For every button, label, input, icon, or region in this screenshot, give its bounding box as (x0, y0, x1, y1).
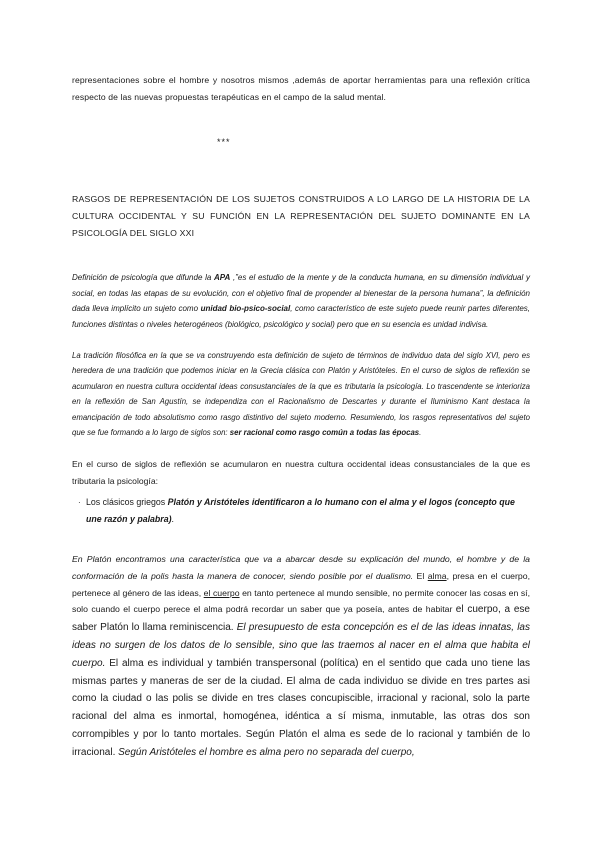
platon-cuerpo: el cuerpo (203, 587, 240, 598)
section-heading: RASGOS DE REPRESENTACIÓN DE LOS SUJETOS CONSTRUIDOS A LO LARGO DE LA HISTORIA DE LA CULTURA OCCIDENTAL Y SU FUNCIÓN EN LA REPRESENTACIÓN DEL SUJETO DOMINANTE EN LA PSICOLOGÍA DEL SIGLO XXI (72, 194, 530, 238)
platon-text-2: , presa en el cuerpo, pertenece al género de las ideas, (72, 570, 530, 598)
platon-text-4: el cuerpo, a ese saber Platón lo llama reminiscencia. (72, 604, 530, 634)
definition-apa: APA (214, 273, 231, 282)
section-separator: *** (217, 137, 231, 147)
platon-italic-2: El presupuesto de esta concepción es el de las ideas innatas, las ideas no surgen de los datos de lo sensible, sino que las traemos al nacer en el alma que habita el cuerpo. (72, 622, 530, 669)
bullet-bold-italic: Platón y Aristóteles identificaron a lo humano con el alma y el logos (concepto que une razón y palabra) (86, 497, 515, 524)
tradition-bold: ser racional como rasgo común a todas las épocas (229, 428, 420, 438)
platon-paragraph (72, 551, 530, 762)
platon-italic-3: Según Aristóteles el hombre es alma pero no separada del cuerpo, (115, 746, 415, 758)
intro-paragraph (72, 72, 530, 106)
platon-text-1: El (413, 570, 428, 581)
definition-text-3: , como característico de este sujeto puede reunir partes diferentes, funciones distintas o niveles heterogéneos (biológico, psicológico y social) pero que en su esencia es unidad indivisa. (72, 304, 531, 329)
curso-text: En el curso de siglos de reflexión se acumularon en nuestra cultura occidental ideas consustanciales de la que es tributaria la psicología: (72, 459, 530, 486)
tradition-text-1: La tradición filosófica en la que se va construyendo esta definición de sujeto de términos de individuo data del siglo XVI, pero es heredera de una tradición que podemos iniciar en la Grecia clásica con Platón y Aristóteles. En el curso de siglos de reflexión se acumularon en nuestra cultura occidental ideas consustanciales de la que es tributaria la psicología. Lo trascendente se interioriza en la reflexión de San Agustín, se independiza con el Racionalismo de Descartes y durante el Iluminismo Kant destaca la emancipación de todo absolutismo como rasgo distintivo del sujeto moderno. Resumiendo, los rasgos representativos del sujeto que se fue formando a lo largo de siglos son: (72, 351, 530, 438)
bullet-list (78, 494, 528, 528)
definition-paragraph (72, 270, 530, 332)
bullet-icon: · (78, 498, 81, 507)
tradition-paragraph (72, 348, 530, 440)
definition-text-1: Definición de psicología que difunde la (72, 273, 215, 282)
intro-text: representaciones sobre el hombre y nosotros mismos ,además de aportar herramientas para una reflexión crítica respecto de las nuevas propuestas terapéuticas en el campo de la salud mental. (72, 75, 530, 102)
bullet-text-1: Los clásicos griegos (86, 497, 168, 507)
curso-paragraph (72, 456, 530, 489)
platon-text-3: en tanto pertenece al mundo sensible, no permite conocer las cosas en sí, solo cuando el cuerpo perece el alma podrá recordar un saber que ya poseía, antes de habitar (72, 587, 530, 615)
list-item (78, 494, 528, 528)
platon-text-5: El alma es individual y también transpersonal (política) en el sentido que cada uno tiene las mismas partes y maneras de ser de la ciudad. El alma de cada individuo se divide en tres partes asi como la ciudad o las polis se divide en tres clases concupiscible, irracional y racional, solo la parte racional del alma es inmortal, homogénea, idéntica a sí misma, inmutable, las otras dos son corrompibles y por lo tanto mortales. Según Platón el alma es sede de lo racional y también de lo irracional. (72, 657, 530, 758)
platon-italic-1: En Platón encontramos una característica que va a abarcar desde su explicación del mundo, el hombre y de la conformación de la polis hasta la manera de conocer, siendo posible por el dualismo. (72, 554, 530, 581)
platon-alma: alma (427, 570, 447, 581)
definition-unidad: unidad bio-psico-social (200, 304, 291, 314)
tradition-text-2: . (419, 428, 422, 438)
definition-text-2: ,”es el estudio de la mente y de la conducta humana, en su dimensión individual y social, en todas las etapas de su evolución, con el objetivo final de propender al bienestar de la persona humana”, la definición dada lleva implícito un sujeto como (72, 273, 530, 314)
bullet-text-2: . (171, 514, 174, 524)
